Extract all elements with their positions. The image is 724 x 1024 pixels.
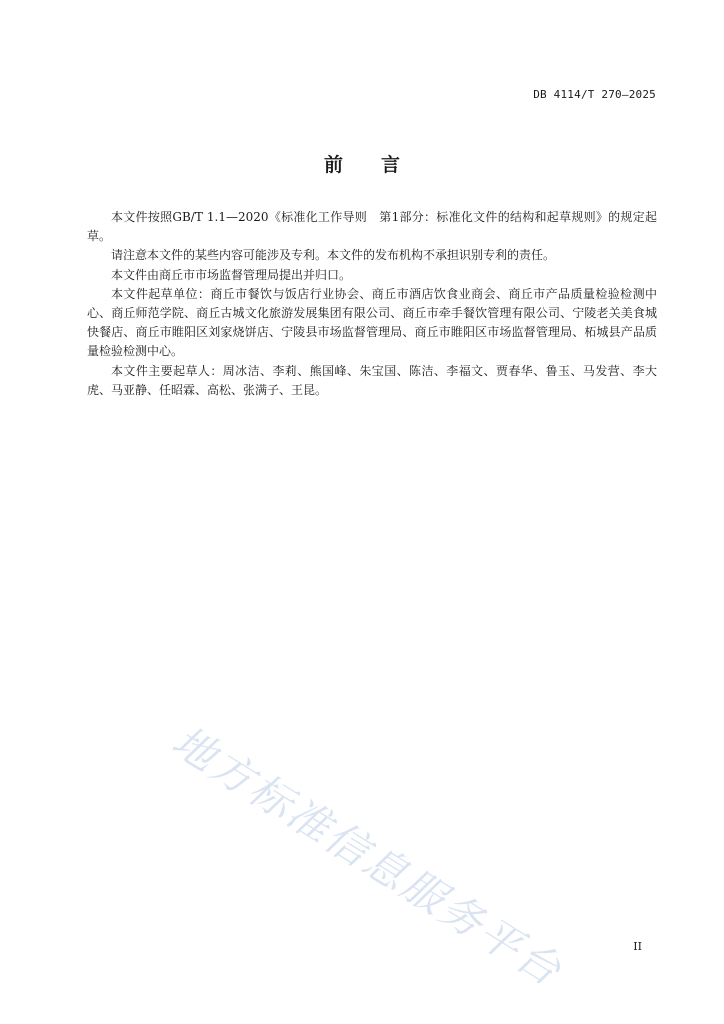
page-number: II: [633, 940, 642, 953]
section-title: [0, 150, 724, 177]
foreword-body: [87, 208, 657, 400]
paragraph-patent-notice: 请注意本文件的某些内容可能涉及专利。本文件的发布机构不承担识别专利的责任。: [111, 248, 556, 263]
paragraph-drafting-units: 本文件起草单位：商丘市餐饮与饭店行业协会、商丘市酒店饮食业商会、商丘市产品质量检验检测中心、商丘师范学院、商丘古城文化旅游发展集团有限公司、商丘市牵手餐饮管理有限公司、宁陵老关美食城快餐店、商丘市睢阳区刘家烧饼店、宁陵县市场监督管理局、商丘市睢阳区市场监督管理局、柘城县产品质量检验检测中心。: [87, 286, 657, 359]
paragraph-proposer: 本文件由商丘市市场监督管理局提出并归口。: [111, 267, 352, 282]
paragraph-drafters: 本文件主要起草人：周冰洁、李莉、熊国峰、朱宝国、陈洁、李福文、贾春华、鲁玉、马发营、李大虎、马亚静、任昭霖、高松、张满子、王昆。: [87, 363, 657, 397]
title-char-1: 前: [323, 154, 343, 176]
paragraph-drafting-rules: 本文件按照GB/T 1.1—2020《标准化工作导则 第1部分：标准化文件的结构和起草规则》的规定起草。: [87, 210, 657, 244]
title-char-2: 言: [381, 154, 401, 176]
document-code: DB 4114/T 270—2025: [533, 88, 656, 101]
watermark: 地方标准信息服务平台: [163, 716, 572, 997]
